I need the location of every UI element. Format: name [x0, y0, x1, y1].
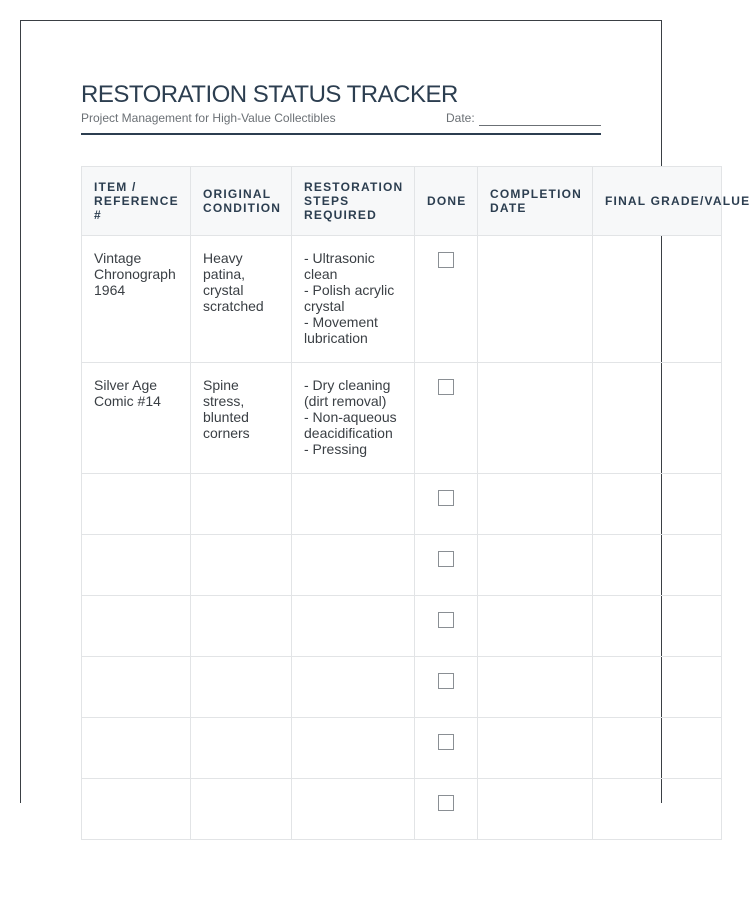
- cell-steps[interactable]: [292, 363, 415, 474]
- cell-completion-date[interactable]: [478, 657, 593, 718]
- column-header-item: ITEM / REFERENCE #: [82, 167, 191, 236]
- cell-condition[interactable]: [191, 474, 292, 535]
- cell-done: [415, 657, 478, 718]
- cell-steps[interactable]: [292, 779, 415, 840]
- cell-condition[interactable]: Spine stress, blunted corners: [191, 363, 292, 474]
- done-checkbox[interactable]: [438, 734, 454, 750]
- header-divider: [81, 133, 601, 135]
- cell-condition[interactable]: [191, 779, 292, 840]
- date-label: Date:: [446, 111, 475, 125]
- cell-steps[interactable]: [292, 236, 415, 363]
- cell-item[interactable]: [82, 596, 191, 657]
- done-checkbox[interactable]: [438, 490, 454, 506]
- document-header: [81, 80, 601, 129]
- cell-condition[interactable]: Heavy patina, crystal scratched: [191, 236, 292, 363]
- done-checkbox[interactable]: [438, 379, 454, 395]
- column-header-condition: ORIGINAL CONDITION: [191, 167, 292, 236]
- cell-done: [415, 596, 478, 657]
- table-row: [82, 474, 722, 535]
- done-checkbox[interactable]: [438, 795, 454, 811]
- cell-final-grade[interactable]: [593, 596, 722, 657]
- step-line: - Movement lubrication: [304, 314, 378, 346]
- cell-completion-date[interactable]: [478, 535, 593, 596]
- cell-steps[interactable]: [292, 596, 415, 657]
- cell-final-grade[interactable]: [593, 779, 722, 840]
- cell-steps[interactable]: [292, 718, 415, 779]
- cell-item[interactable]: [82, 474, 191, 535]
- done-checkbox[interactable]: [438, 612, 454, 628]
- cell-steps[interactable]: [292, 474, 415, 535]
- done-checkbox[interactable]: [438, 673, 454, 689]
- cell-completion-date[interactable]: [478, 718, 593, 779]
- cell-item[interactable]: [82, 718, 191, 779]
- column-header-steps: RESTORATION STEPS REQUIRED: [292, 167, 415, 236]
- cell-completion-date[interactable]: [478, 596, 593, 657]
- cell-final-grade[interactable]: [593, 718, 722, 779]
- table-row: [82, 535, 722, 596]
- page-subtitle: Project Management for High-Value Collectibles: [81, 111, 336, 125]
- column-header-completion-date: COMPLETION DATE: [478, 167, 593, 236]
- cell-condition[interactable]: [191, 596, 292, 657]
- table-header-row: [82, 167, 722, 236]
- step-line: - Ultrasonic clean: [304, 250, 375, 282]
- subtitle-row: [81, 111, 601, 129]
- cell-completion-date[interactable]: [478, 363, 593, 474]
- cell-final-grade[interactable]: [593, 236, 722, 363]
- cell-completion-date[interactable]: [478, 236, 593, 363]
- step-line: - Dry cleaning (dirt removal): [304, 377, 391, 409]
- column-header-done: DONE: [415, 167, 478, 236]
- cell-item[interactable]: [82, 779, 191, 840]
- cell-final-grade[interactable]: [593, 657, 722, 718]
- cell-condition[interactable]: [191, 535, 292, 596]
- table-row: [82, 236, 722, 363]
- cell-done: [415, 474, 478, 535]
- cell-done: [415, 535, 478, 596]
- page-title: RESTORATION STATUS TRACKER: [81, 81, 458, 108]
- cell-final-grade[interactable]: [593, 535, 722, 596]
- step-line: - Non-aqueous deacidification: [304, 409, 397, 441]
- cell-completion-date[interactable]: [478, 474, 593, 535]
- cell-item[interactable]: Vintage Chronograph 1964: [82, 236, 191, 363]
- cell-steps[interactable]: [292, 657, 415, 718]
- cell-final-grade[interactable]: [593, 474, 722, 535]
- step-line: - Pressing: [304, 441, 368, 457]
- cell-done: [415, 718, 478, 779]
- cell-done: [415, 363, 478, 474]
- cell-steps[interactable]: [292, 535, 415, 596]
- restoration-table: [81, 166, 750, 840]
- table-row: [82, 718, 722, 779]
- cell-item[interactable]: Silver Age Comic #14: [82, 363, 191, 474]
- done-checkbox[interactable]: [438, 551, 454, 567]
- column-header-final-grade: FINAL GRADE/VALUE: [593, 167, 722, 236]
- cell-done: [415, 779, 478, 840]
- done-checkbox[interactable]: [438, 252, 454, 268]
- table-row: [82, 363, 722, 474]
- date-field-line[interactable]: [479, 125, 601, 126]
- cell-condition[interactable]: [191, 718, 292, 779]
- cell-final-grade[interactable]: [593, 363, 722, 474]
- table-row: [82, 596, 722, 657]
- cell-done: [415, 236, 478, 363]
- cell-condition[interactable]: [191, 657, 292, 718]
- table-row: [82, 779, 722, 840]
- step-line: - Polish acrylic crystal: [304, 282, 395, 314]
- cell-item[interactable]: [82, 535, 191, 596]
- table-row: [82, 657, 722, 718]
- cell-completion-date[interactable]: [478, 779, 593, 840]
- cell-item[interactable]: [82, 657, 191, 718]
